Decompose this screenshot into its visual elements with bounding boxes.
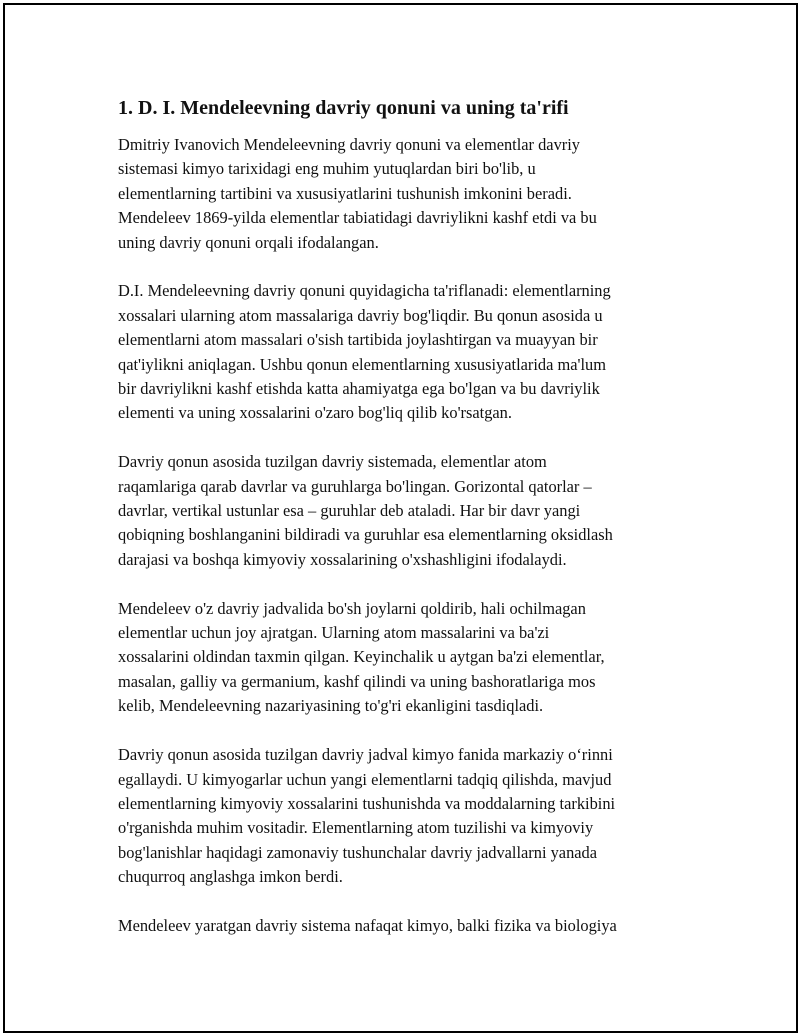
text-line: elementlarni atom massalari o'sish tartibida joylashtirgan va muayyan bir — [118, 330, 598, 350]
text-line: masalan, galliy va germanium, kashf qilindi va uning bashoratlariga mos — [118, 671, 596, 691]
text-line: Davriy qonun asosida tuzilgan davriy sistemada, elementlar atom — [118, 452, 547, 472]
text-line: Mendeleev 1869-yilda elementlar tabiatidagi davriylikni kashf etdi va bu — [118, 208, 597, 228]
text-line: chuqurroq anglashga imkon berdi. — [118, 867, 343, 887]
text-line: elementi va uning xossalarini o'zaro bog'liq qilib ko'rsatgan. — [118, 403, 512, 423]
text-line: kelib, Mendeleevning nazariyasining to'g'ri ekanligini tasdiqladi. — [118, 696, 544, 716]
text-line: elementlar uchun joy ajratgan. Ularning atom massalarini va ba'zi — [118, 623, 550, 643]
text-line: qobiqning boshlanganini bildiradi va guruhlar esa elementlarning oksidlash — [118, 525, 613, 545]
text-line: o'rganishda muhim vositadir. Elementlarning atom tuzilishi va kimyoviy — [118, 818, 594, 838]
text-line: sistemasi kimyo tarixidagi eng muhim yutuqlardan biri bo'lib, u — [118, 159, 536, 179]
section-heading: 1. D. I. Mendeleevning davriy qonuni va uning ta'rifi — [118, 97, 569, 119]
text-line: elementlarning kimyoviy xossalarini tushunishda va moddalarning tarkibini — [118, 793, 616, 813]
text-line: bir davriylikni kashf etishda katta ahamiyatga ega bo'lgan va bu davriylik — [118, 379, 600, 399]
text-line: davrlar, vertikal ustunlar esa – guruhlar deb ataladi. Har bir davr yangi — [118, 501, 581, 521]
text-line: xossalarini oldindan taxmin qilgan. Keyinchalik u aytgan ba'zi elementlar, — [118, 647, 605, 667]
text-line: elementlarning tartibini va xususiyatlarini tushunish imkonini beradi. — [118, 183, 572, 203]
paragraph — [118, 133, 688, 255]
paragraph — [118, 914, 688, 938]
text-line: darajasi va boshqa kimyoviy xossalarining o'xshashligini ifodalaydi. — [118, 549, 567, 569]
text-line: bog'lanishlar haqidagi zamonaviy tushunchalar davriy jadvallarni yanada — [118, 842, 598, 862]
document-body — [118, 95, 688, 963]
text-line: uning davriy qonuni orqali ifodalangan. — [118, 232, 379, 252]
text-line: qat'iylikni aniqlagan. Ushbu qonun elementlarning xususiyatlarida ma'lum — [118, 354, 606, 374]
text-line: Davriy qonun asosida tuzilgan davriy jadval kimyo fanida markaziy o‘rinni — [118, 745, 613, 765]
paragraph — [118, 743, 688, 889]
text-line: Mendeleev o'z davriy jadvalida bo'sh joylarni qoldirib, hali ochilmagan — [118, 598, 586, 618]
text-line: egallaydi. U kimyogarlar uchun yangi elementlarni tadqiq qilishda, mavjud — [118, 769, 612, 789]
text-line: D.I. Mendeleevning davriy qonuni quyidagicha ta'riflanadi: elementlarning — [118, 281, 611, 301]
paragraphs-container — [118, 133, 688, 938]
paragraph — [118, 597, 688, 719]
text-line: raqamlariga qarab davrlar va guruhlarga bo'lingan. Gorizontal qatorlar – — [118, 476, 592, 496]
text-line: Dmitriy Ivanovich Mendeleevning davriy qonuni va elementlar davriy — [118, 135, 580, 154]
paragraph — [118, 450, 688, 572]
paragraph — [118, 279, 688, 425]
text-line: Mendeleev yaratgan davriy sistema nafaqat kimyo, balki fizika va biologiya — [118, 915, 617, 935]
text-line: xossalari ularning atom massalariga davriy bog'liqdir. Bu qonun asosida u — [118, 305, 603, 325]
